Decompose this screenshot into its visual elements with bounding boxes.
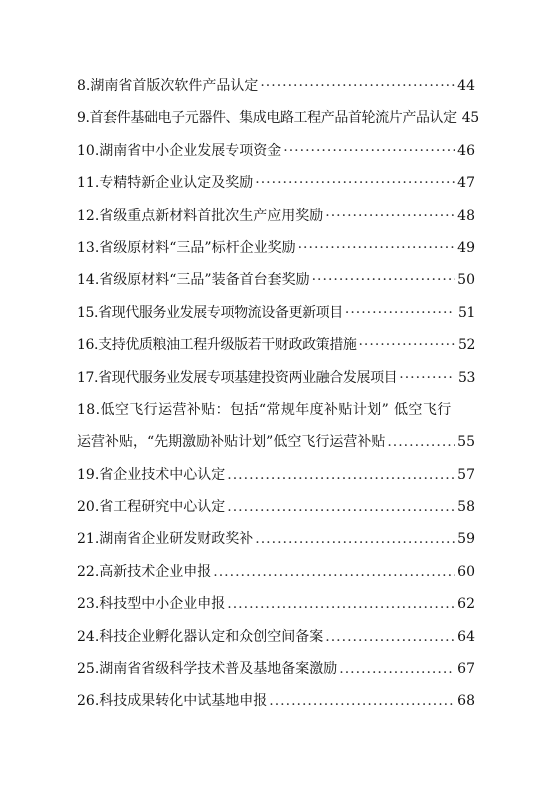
toc-page-number: 58: [457, 499, 475, 516]
toc-entry[interactable]: [77, 70, 475, 102]
toc-entry[interactable]: [77, 685, 475, 717]
toc-entry[interactable]: [77, 362, 475, 394]
toc-entry-title: 17.省现代服务业发展专项基建投资两业融合发展项目: [77, 369, 398, 386]
toc-entry-title: 9.首套件基础电子元器件、集成电路工程产品首轮流片产品认定: [77, 110, 457, 127]
toc-page-number: 48: [457, 207, 475, 224]
toc-dot-leader: [269, 685, 455, 717]
toc-dot-leader: [325, 200, 455, 232]
table-of-contents: [77, 70, 479, 718]
toc-entry[interactable]: [77, 588, 475, 620]
toc-entry[interactable]: [77, 459, 475, 491]
toc-dot-leader: [387, 426, 455, 458]
toc-entry-title: 12.省级重点新材料首批次生产应用奖励: [77, 207, 324, 224]
toc-entry[interactable]: [77, 232, 475, 264]
toc-entry[interactable]: [77, 491, 475, 523]
toc-entry[interactable]: [77, 556, 475, 588]
toc-entry-line-2[interactable]: [77, 426, 475, 458]
toc-dot-leader: [358, 329, 455, 361]
toc-entry[interactable]: [77, 135, 475, 167]
toc-page-number: 44: [457, 78, 475, 94]
toc-page-number: 45: [461, 110, 479, 127]
toc-entry[interactable]: [77, 621, 475, 653]
toc-entry-title: 18.低空飞行运营补贴：包括“常规年度补贴计划” 低空飞行: [77, 401, 452, 418]
toc-entry[interactable]: [77, 329, 475, 361]
toc-page-number: 46: [457, 142, 475, 159]
toc-entry-title: 24.科技企业孵化器认定和众创空间备案: [77, 628, 324, 645]
toc-entry[interactable]: [77, 653, 475, 685]
toc-entry-title-continued: 运营补贴，“先期激励补贴计划”低空飞行运营补贴: [77, 434, 386, 451]
toc-entry-title: 23.科技型中小企业申报: [77, 596, 226, 613]
toc-dot-leader: [345, 297, 455, 329]
toc-page-number: 59: [457, 531, 475, 548]
toc-page-number: 47: [457, 175, 475, 192]
toc-page-number: 67: [457, 661, 475, 678]
toc-dot-leader: [298, 232, 455, 264]
toc-entry-title: 15.省现代服务业发展专项物流设备更新项目: [77, 304, 343, 321]
toc-entry-title: 26.科技成果转化中试基地申报: [77, 693, 268, 710]
toc-page-number: 51: [457, 304, 475, 321]
toc-entry[interactable]: [77, 102, 479, 134]
toc-dot-leader: [255, 523, 455, 555]
toc-dot-leader: [283, 135, 455, 167]
toc-entry-title: 10.湖南省中小企业发展专项资金: [77, 142, 282, 159]
toc-dot-leader: [227, 491, 455, 523]
toc-entry-title: 13.省级原材料“三品”标杆企业奖励: [77, 239, 296, 256]
toc-entry-title: 19.省企业技术中心认定: [77, 466, 226, 483]
toc-page-number: 52: [457, 337, 475, 354]
toc-page-number: 50: [457, 272, 475, 289]
toc-dot-leader: [213, 556, 455, 588]
toc-entry-title: 11.专精特新企业认定及奖励: [77, 175, 254, 192]
toc-dot-leader: [339, 653, 455, 685]
toc-dot-leader: [260, 70, 455, 102]
toc-entry[interactable]: [77, 297, 475, 329]
toc-entry[interactable]: [77, 167, 475, 199]
toc-dot-leader: [312, 264, 455, 296]
toc-entry[interactable]: [77, 200, 475, 232]
toc-page-number: 64: [457, 628, 475, 645]
toc-entry-title: 8.湖南省首版次软件产品认定: [77, 78, 259, 94]
toc-entry-title: 16.支持优质粮油工程升级版若干财政政策措施: [77, 337, 357, 354]
toc-page-number: 68: [457, 693, 475, 710]
toc-page-number: 55: [457, 434, 475, 451]
toc-page-number: 49: [457, 239, 475, 256]
toc-entry-line-1[interactable]: [77, 394, 475, 426]
toc-page-number: 62: [457, 596, 475, 613]
toc-page-number: 53: [457, 369, 475, 386]
toc-page-number: 57: [457, 466, 475, 483]
toc-dot-leader: [399, 362, 455, 394]
toc-entry[interactable]: [77, 523, 475, 555]
toc-entry-title: 14.省级原材料“三品”装备首台套奖励: [77, 272, 310, 289]
toc-entry-title: 21.湖南省企业研发财政奖补: [77, 531, 254, 548]
toc-page-number: 60: [457, 563, 475, 580]
toc-entry-title: 25.湖南省省级科学技术普及基地备案激励: [77, 661, 338, 678]
toc-dot-leader: [255, 167, 455, 199]
toc-dot-leader: [325, 621, 455, 653]
toc-dot-leader: [227, 459, 455, 491]
toc-entry-title: 20.省工程研究中心认定: [77, 499, 226, 516]
toc-entry[interactable]: [77, 264, 475, 296]
toc-dot-leader: [227, 588, 455, 620]
toc-entry-title: 22.高新技术企业申报: [77, 563, 212, 580]
